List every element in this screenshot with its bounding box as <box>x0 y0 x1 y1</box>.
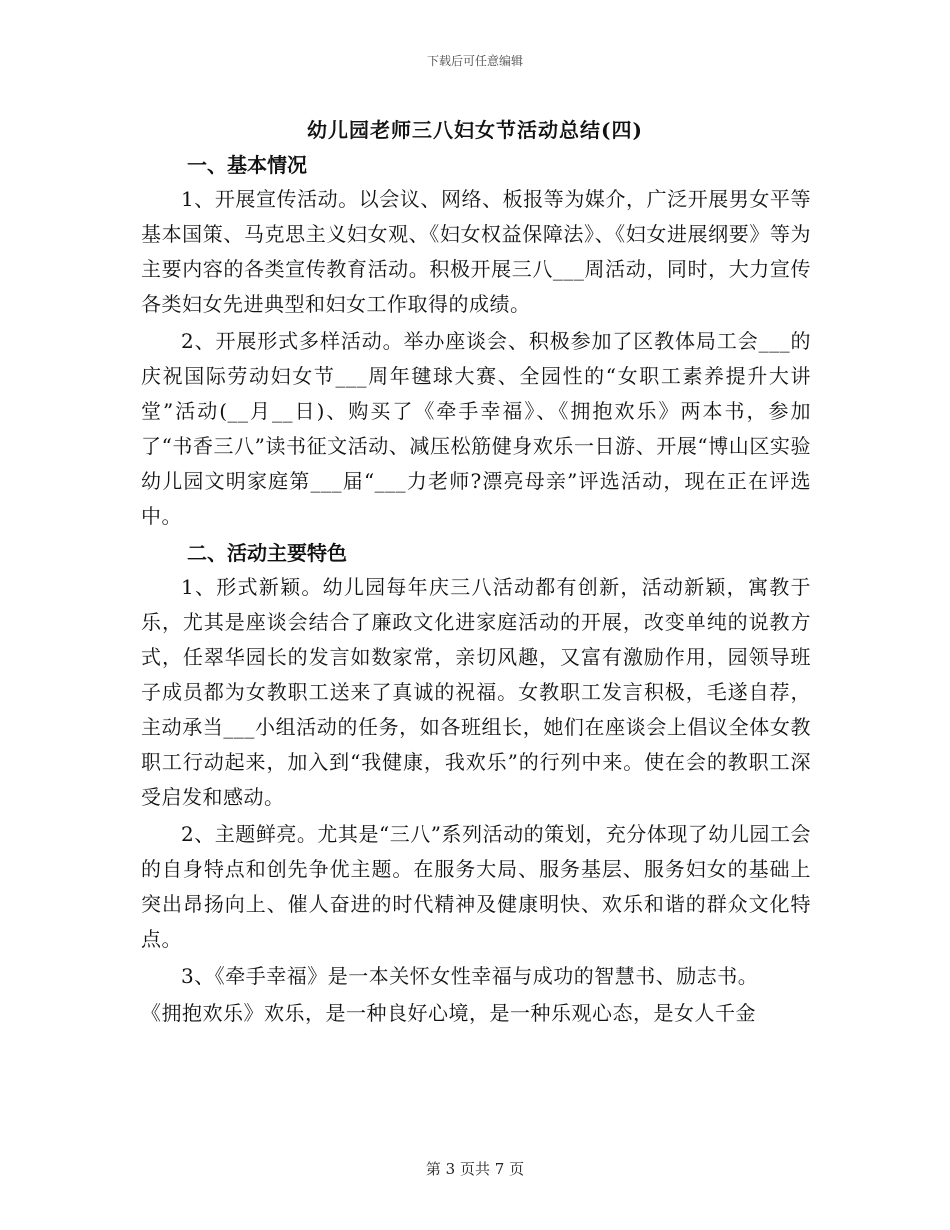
page-header-note: 下载后可任意编辑 <box>426 54 523 68</box>
paragraph: 《拥抱欢乐》欢乐，是一种良好心境，是一种乐观心态，是女人千金 <box>141 1001 756 1025</box>
paragraph: 2、开展形式多样活动。举办座谈会、积极参加了区教体局工会___的庆祝国际劳动妇女节___周年毽球大赛、全园性的“女职工素养提升大讲堂”活动(__月__日)、购买了《牵手幸福》、《拥抱欢乐》两本书，参加了“书香三八”读书征文活动、减压松筋健身欢乐一日游、开展“博山区实验幼儿园文明家庭第___届“___力老师?漂亮母亲”评选活动，现在正在评选中。 <box>141 329 811 528</box>
section-heading: 一、基本情况 <box>187 153 307 177</box>
paragraph: 1、开展宣传活动。以会议、网络、板报等为媒介，广泛开展男女平等基本国策、马克思主义妇女观、《妇女权益保障法》、《妇女进展纲要》等为主要内容的各类宣传教育活动。积极开展三八___周活动，同时，大力宣传各类妇女先进典型和妇女工作取得的成绩。 <box>141 187 811 316</box>
section-heading: 二、活动主要特色 <box>187 541 347 565</box>
document-body <box>141 148 811 1033</box>
page-number: 第 3 页共 7 页 <box>425 1160 525 1178</box>
section-basic-situation <box>141 148 811 534</box>
document-title: 幼儿园老师三八妇女节活动总结(四) <box>307 118 643 142</box>
section-main-features <box>141 536 811 1031</box>
paragraph: 3、《牵手幸福》是一本关怀女性幸福与成功的智慧书、励志书。 <box>181 964 759 988</box>
paragraph: 2、主题鲜亮。尤其是“三八”系列活动的策划，充分体现了幼儿园工会的自身特点和创先争优主题。在服务大局、服务基层、服务妇女的基础上突出昂扬向上、催人奋进的时代精神及健康明快、欢乐和谐的群众文化特点。 <box>141 822 811 951</box>
paragraph: 1、形式新颖。幼儿园每年庆三八活动都有创新，活动新颖，寓教于乐，尤其是座谈会结合了廉政文化进家庭活动的开展，改变单纯的说教方式，任翠华园长的发言如数家常，亲切风趣，又富有激励作用，园领导班子成员都为女教职工送来了真诚的祝福。女教职工发言积极，毛遂自荐，主动承当___小组活动的任务，如各班组长，她们在座谈会上倡议全体女教职工行动起来，加入到“我健康，我欢乐”的行列中来。使在会的教职工深受启发和感动。 <box>141 575 811 809</box>
